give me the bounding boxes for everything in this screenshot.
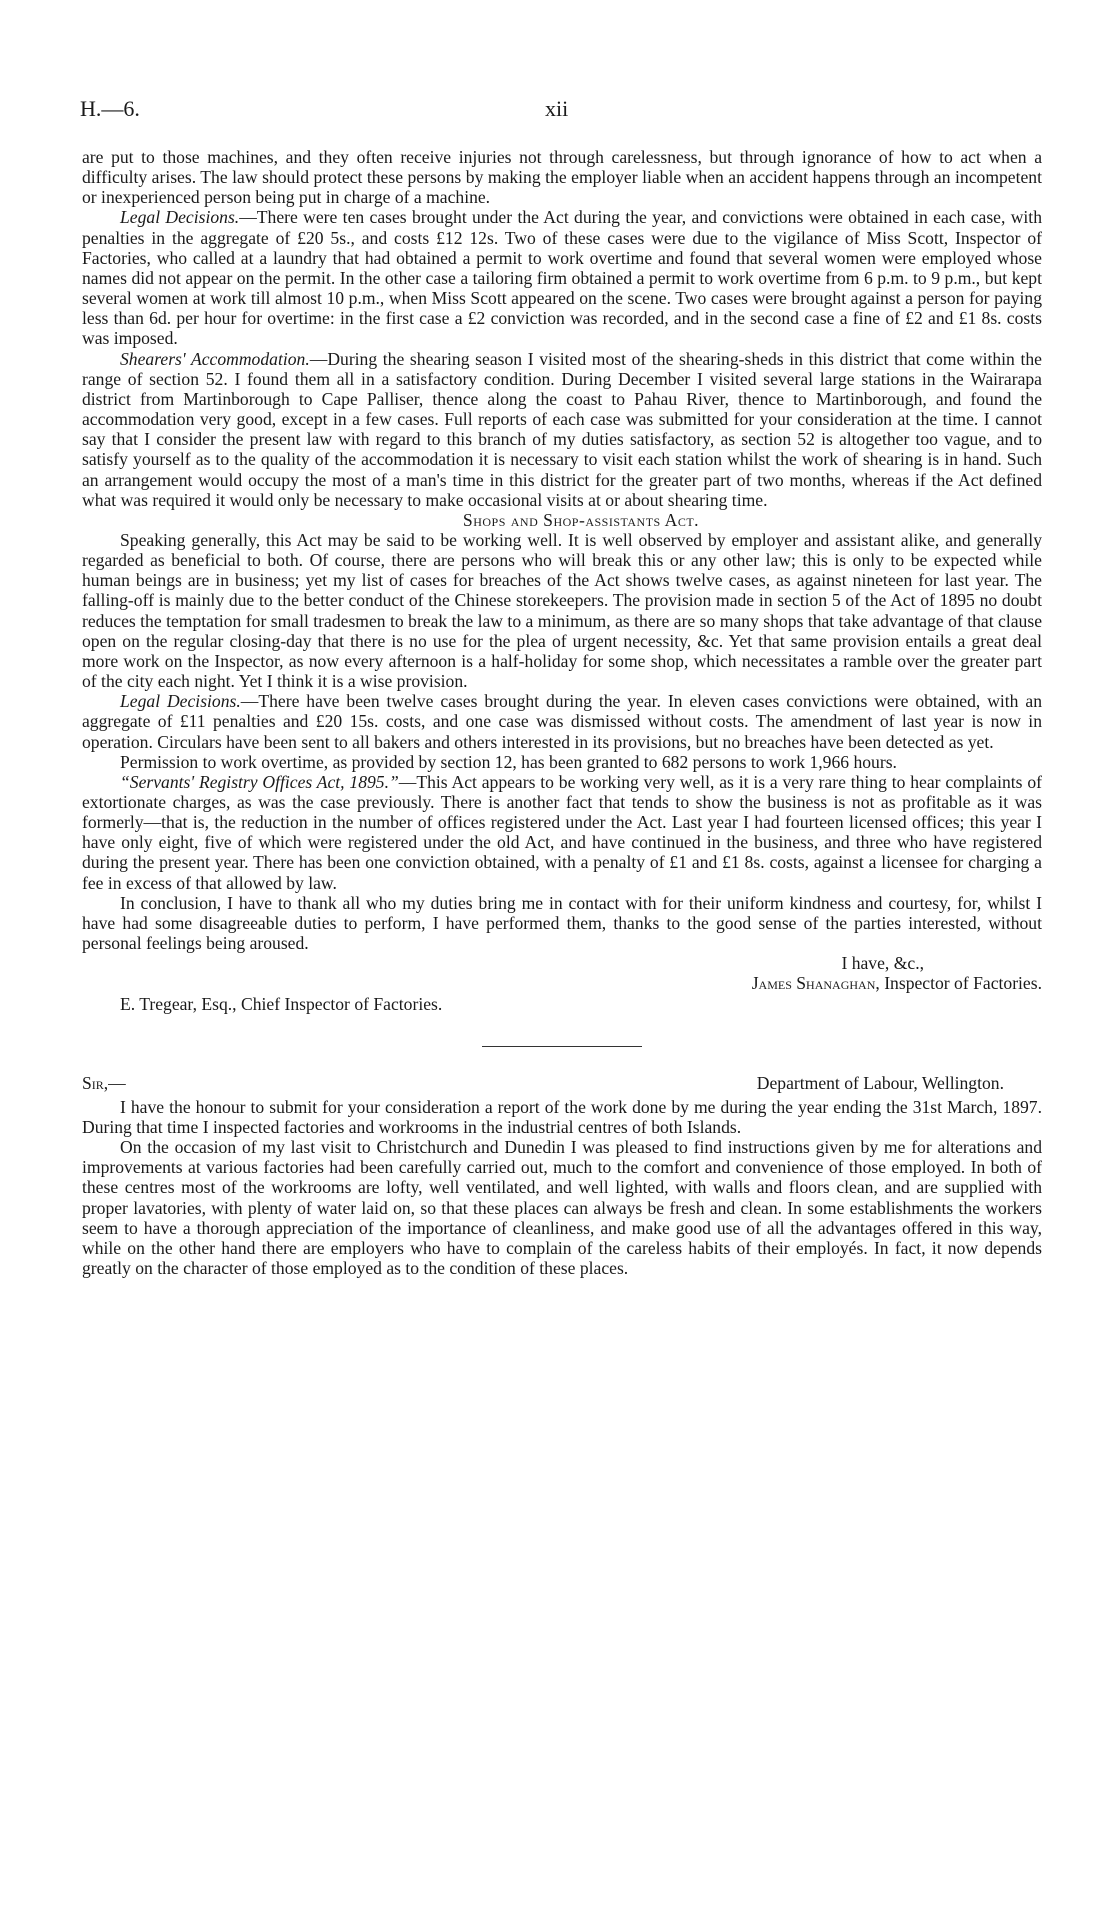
section-heading: Shops and Shop-assistants Act. bbox=[462, 509, 700, 530]
letter-paragraph-intro: I have the honour to submit for your consideration a report of the work done by me during the year ending the 31st March, 1897. During that time I inspected factories and workrooms in the industrial centres of both Islands. bbox=[82, 1096, 1042, 1137]
closing-salutation: I have, &c., bbox=[841, 953, 924, 974]
paragraph-lead: Shearers' Accommodation. bbox=[120, 348, 310, 369]
document-body bbox=[82, 147, 1042, 1278]
addressee: E. Tregear, Esq., Chief Inspector of Factories. bbox=[120, 993, 443, 1014]
closing-line bbox=[82, 953, 1042, 973]
paragraph-text: —This Act appears to be working very well, as it is a very rare thing to hear complaints of extortionate charges, as was the case previously. There is another fact that tends to show the business is not as profitable as it was formerly—that is, the reduction in the number of offices registered under the Act. Last year I had fourteen licensed offices; this year I have only eight, five of which were registered under the old Act, and have continued in the business, and three who have registered during the present year. There has been one conviction obtained, with a penalty of £1 and £1 8s. costs, against a licensee for charging a fee in excess of that allowed by law. bbox=[82, 771, 1042, 893]
paragraph-overtime: Permission to work overtime, as provided by section 12, has been granted to 682 persons to work 1,966 hours. bbox=[120, 751, 897, 772]
page-header bbox=[80, 96, 1034, 126]
paragraph-conclusion: In conclusion, I have to thank all who my duties bring me in contact with for their uniform kindness and courtesy, for, whilst I have had some disagreeable duties to perform, I have performed them, thanks to the good sense of the parties interested, without personal feelings being aroused. bbox=[82, 892, 1042, 954]
paragraph-machines: are put to those machines, and they often receive injuries not through carelessness, but through ignorance of how to act when a difficulty arises. The law should protect these persons by making the employer liable when an accident happens through an incompetent or inexperienced person being put in charge of a machine. bbox=[82, 147, 1042, 208]
paragraph-lead: “Servants' Registry Offices Act, 1895.” bbox=[120, 771, 399, 792]
paragraph-text: —There were ten cases brought under the Act during the year, and convictions were obtained in each case, with penalties in the aggregate of £20 5s., and costs £12 12s. Two of these cases were due to the vigilance of Miss Scott, Inspector of Factories, who called at a laundry that had obtained a permit to work overtime and found that several women were employed whose names did not appear on the permit. In the other case a tailoring firm obtained a permit to work overtime from 6 p.m. to 9 p.m., but kept several women at work till almost 10 p.m., when Miss Scott appeared on the scene. Two cases were brought against a person for paying less than 6d. per hour for overtime: in the first case a £2 conviction was recorded, and in the second case a fine of £2 and £1 8s. costs was imposed. bbox=[82, 207, 1042, 349]
paragraph-lead: Legal Decisions. bbox=[120, 207, 240, 228]
document-reference: H.—6. bbox=[80, 96, 140, 121]
letter-department: Department of Labour, Wellington. bbox=[756, 1072, 1004, 1093]
signature bbox=[82, 973, 1042, 993]
paragraph-lead: Legal Decisions. bbox=[120, 691, 241, 712]
letter-salutation: Sir,— bbox=[82, 1072, 126, 1093]
paragraph-text: —During the shearing season I visited most of the shearing-sheds in this district that come within the range of section 52. I found them all in a satisfactory condition. During December I visited several large stations in the Wairarapa district from Martinborough to Cape Palliser, thence along the coast to Pahau River, thence to Martinborough, and found the accommodation very good, except in a few cases. Full reports of each case was submitted for your consideration at the time. I cannot say that I consider the present law with regard to this branch of my duties satisfactory, as section 52 is altogether too vague, and to satisfy yourself as to the quality of the accommodation it is necessary to visit each station whilst the work of shearing is in hand. Such an arrangement would occupy the most of a man's time in this district for the greater part of two months, whereas if the Act defined what was required it would only be necessary to make occasional visits at or about shearing time. bbox=[82, 348, 1042, 510]
signatory-name: James Shanaghan bbox=[751, 973, 876, 994]
page-number: xii bbox=[545, 96, 569, 121]
letter-heading bbox=[82, 1073, 1042, 1097]
paragraph-registry-offices bbox=[82, 772, 1042, 893]
paragraph-shearers-accommodation bbox=[82, 349, 1042, 510]
paragraph-shops-act: Speaking generally, this Act may be said to be working well. It is well observed by employer and assistant alike, and generally regarded as beneficial to both. Of course, there are persons who will break this or any other law; this is only to be expected while human beings are in business; yet my list of cases for breaches of the Act shows twelve cases, as against nineteen for last year. The falling-off is mainly due to the better conduct of the Chinese storekeepers. The provision made in section 5 of the Act of 1895 no doubt reduces the temptation for small tradesmen to break the law to a minimum, as there are so many shops that take advantage of that clause open on the regular closing-day that there is no use for the plea of urgent necessity, &c. Yet that same provision entails a great deal more work on the Inspector, as now every afternoon is a half-holiday for some shop, which necessitates a ramble over the greater part of the city each night. Yet I think it is a wise provision. bbox=[82, 529, 1042, 692]
paragraph-legal-decisions-factories bbox=[82, 207, 1042, 348]
section-divider bbox=[482, 1046, 642, 1047]
signatory-title: , Inspector of Factories. bbox=[875, 973, 1042, 994]
paragraph-text: —There have been twelve cases brought during the year. In eleven cases convictions were obtained, with an aggregate of £11 penalties and £20 15s. costs, and one case was dismissed without costs. The amendment of last year is now in operation. Circulars have been sent to all bakers and others interested in its provisions, but no breaches have been detected as yet. bbox=[82, 691, 1042, 752]
paragraph-legal-decisions-shops bbox=[82, 691, 1042, 751]
letter-paragraph-christchurch-dunedin: On the occasion of my last visit to Christchurch and Dunedin I was pleased to find instructions given by me for alterations and improvements at various factories had been carefully carried out, much to the comfort and convenience of those employed. In both of these centres most of the workrooms are lofty, well ventilated, and well lighted, with walls and floors clean, and are supplied with proper lavatories, with plenty of water laid on, so that these places can always be fresh and clean. In some establishments the workers seem to have a thorough appreciation of the importance of cleanliness, and make good use of all the advantages offered in this way, while on the other hand there are employers who have to complain of the careless habits of their employés. In fact, it now depends greatly on the character of those employed as to the condition of these places. bbox=[82, 1137, 1042, 1278]
